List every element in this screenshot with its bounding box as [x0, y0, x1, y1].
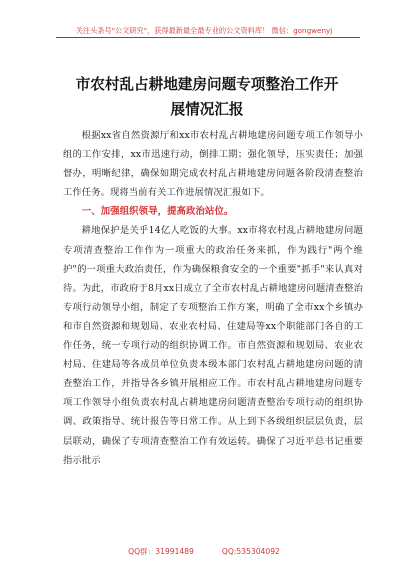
document-title: 市农村乱占耕地建房问题专项整治工作开展情况汇报 — [75, 76, 339, 118]
header-divider — [56, 37, 360, 38]
document-body — [63, 126, 363, 470]
footer-contact — [0, 546, 408, 557]
section-heading-1: 一、加强组织领导，提高政治站位。 — [81, 206, 234, 218]
intro-paragraph: 根据xx省自然资源厅和xx市农村乱占耕地建房问题专项工作领导小组的工作安排，xx市迅速行动，倒排工期；强化领导，压实责任；加强督办，明晰纪律，确保如期完成农村乱占耕地建房问题各阶段清查整治工作任务。现将当前有关工作进展情况汇报如下。 — [63, 130, 363, 199]
footer-qq: QQ:535304092 — [221, 547, 280, 556]
header-promo-note: 关注头条号"公文研究"，获得最新最全最专业的公文资料库！ 微信：gongwenyj — [75, 26, 333, 35]
footer-qq-group: QQ群：31991489 — [128, 547, 194, 556]
section-1-paragraph: 耕地保护是关乎14亿人吃饭的大事。xx市将农村乱占耕地建房问题专项清查整治工作作为一项重大的政治任务来抓，作为践行"两个维护"的一项重大政治责任，作为确保粮食安全的一个重要"抓手"来认真对待。为此，市政府于8月xx日成立了全市农村乱占耕地建房问题清查整治专项行动领导小组，制定了专项整治工作方案，明确了全市xx个乡镇办和市自然资源和规划局、农业农村局、住建局等xx个职能部门各自的工作任务，统一专项行动的组织协调工作。市自然资源和规划局、农业农村局、住建局等各成员单位负责本级本部门农村乱占耕地建房问题的清查整治工作，并指导各乡镇开展相应工作。市农村乱占耕地建房问题专项工作领导小组负责农村乱占耕地建房问题清查整治专项行动的组织协调、政策指导、统计报告等日常工作。从上到下各级组织层层负责，层层联动，确保了专项清查整治工作有效运转。确保了习近平总书记重要指示批示 — [63, 225, 363, 466]
